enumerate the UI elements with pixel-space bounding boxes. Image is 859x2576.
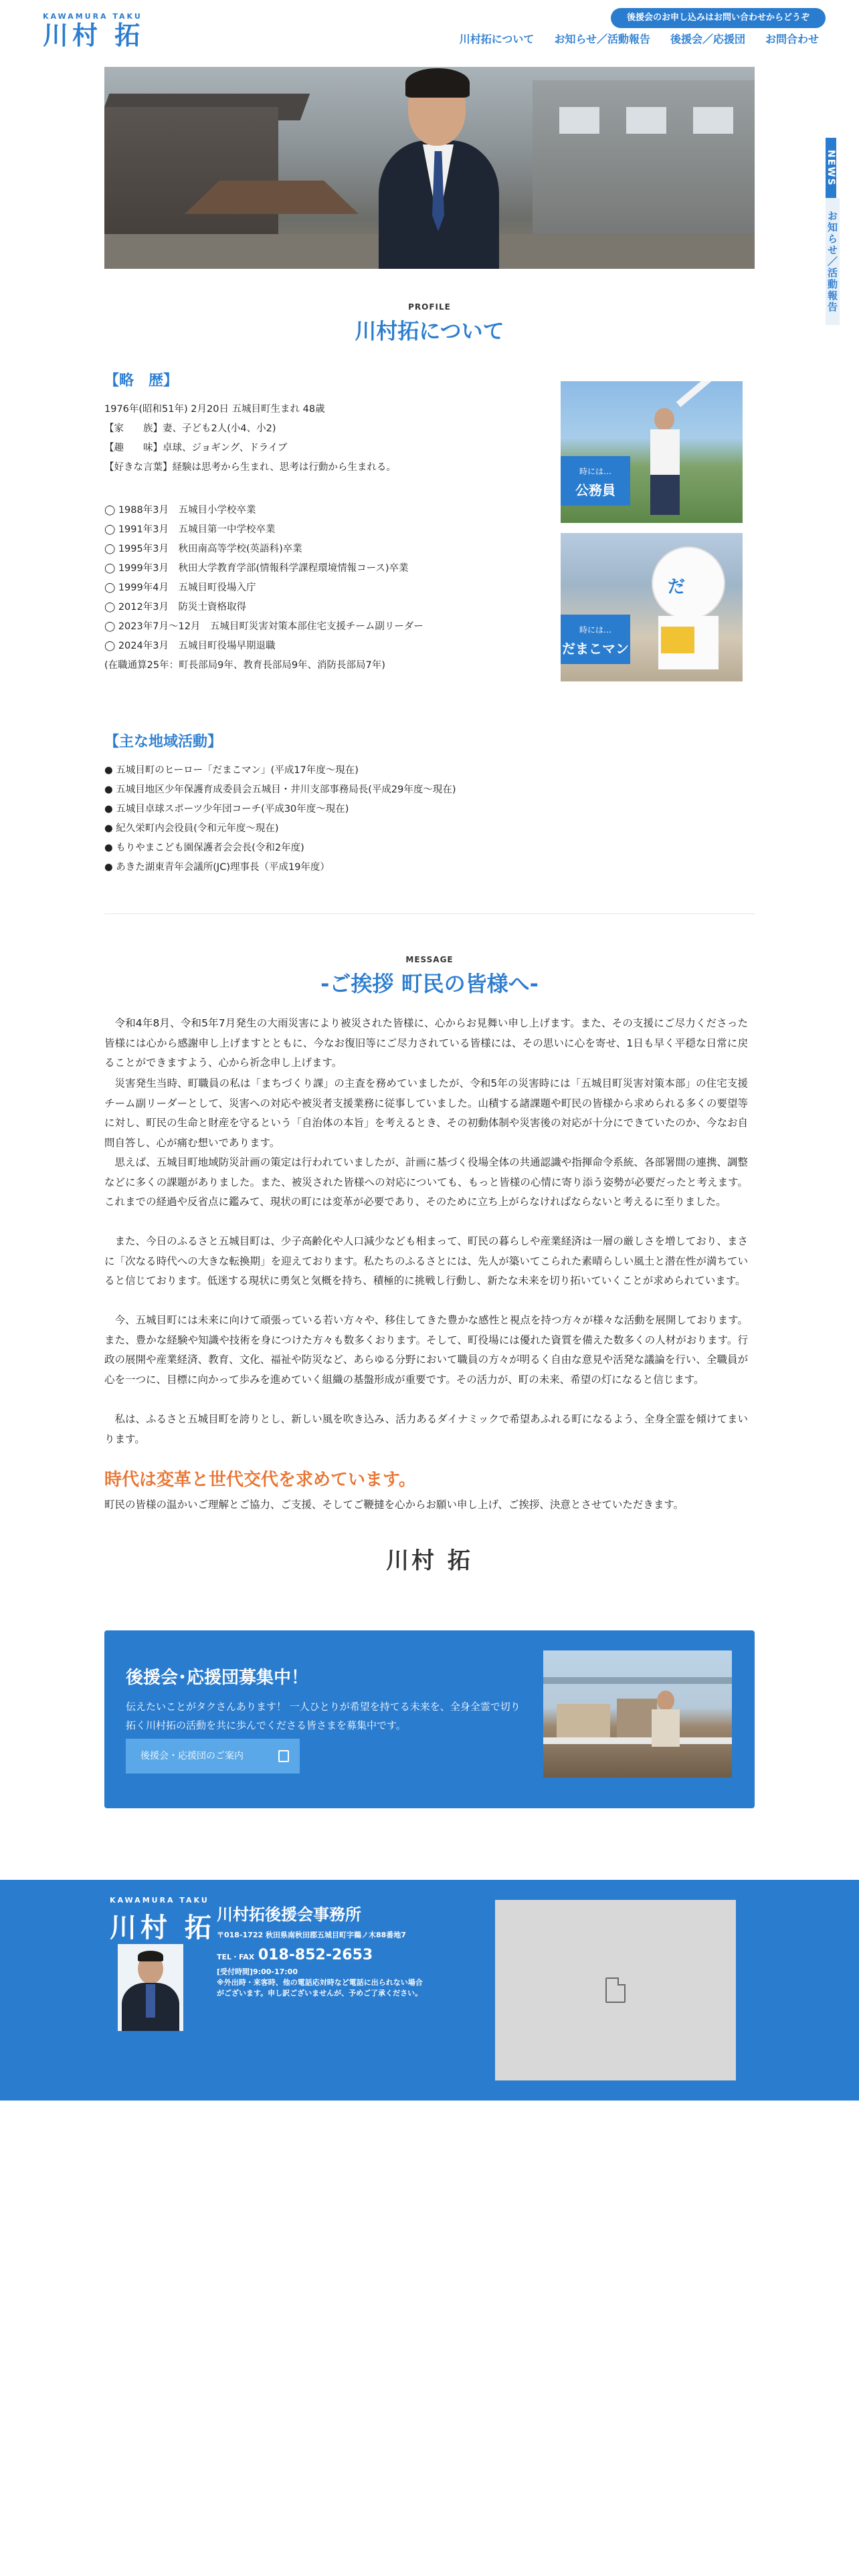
photo-tag (561, 615, 630, 664)
footer-tel-label: TEL・FAX (217, 1953, 255, 1961)
support-recruit-box (104, 1630, 755, 1808)
message-paragraph: 今、五城目町には未来に向けて頑張っている若い方々や、移住してきた豊かな感性と視点を持つ方々が様々な活動を展開しております。また、豊かな経験や知識や技術を身につけた方々も数多くおります。そして、町役場には優れた資質を備えた数多くの人材がおります。行政の展開や産業経済、教育、文化、福祉や防災など、あらゆる分野において職員の方々が明るく自由な意見や活発な議論を行い、全職員が心を一つに、目標に向かって歩みを進めていく組織の基盤形成が重要です。その活力が、町の未来、希望の灯になると信じます。 (104, 1314, 748, 1386)
support-guide-button[interactable] (126, 1739, 300, 1774)
message-accent: 時代は変革と世代交代を求めています。 (104, 1470, 416, 1490)
history-item: ◯ 2023年7月〜12月 五城目町災害対策本部住宅支援チーム副リーダー (104, 621, 423, 632)
activity-item: ● もりやまこども園保護者会会長(令和2年度) (104, 843, 304, 853)
activity-item: ● 五城目町のヒーロー「だまこマン」(平成17年度〜現在) (104, 765, 359, 776)
map-embed[interactable] (495, 1900, 736, 2080)
candidate-figure (379, 67, 499, 269)
message-paragraph: 災害発生当時、町職員の私は「まちづくり課」の主査を務めていましたが、令和5年の災害時には「五城目町災害対策本部」の住宅支援チーム副リーダーとして、災害への対応や被災者支援業務に従事していました。山積する諸課題や町民の皆様から求められる多くの要望等に対し、町民の生命と財産を守るという「自治体の本旨」を考えるとき、その初動体制や災害後の対応が十分にできていたのか、今なお自問自答し、心が痛む想いであります。 (104, 1077, 748, 1149)
message-paragraph: 私は、ふるさと五城目町を誇りとし、新しい風を吹き込み、活力あるダイナミックで希望あふれる町になるよう、全身全霊を傾けてまいります。 (104, 1413, 748, 1445)
copy-icon (278, 1750, 289, 1762)
site-header (0, 0, 859, 64)
footer-office-name: 川村拓後援会事務所 (217, 1905, 361, 1924)
message-closing: 町民の皆様の温かいご理解とご協力、ご支援、そしてご鞭撻を心からお願い申し上げ、ご挨拶、決意とさせていただきます。 (104, 1499, 684, 1511)
activity-item: ● 紀久栄町内会役員(令和元年度〜現在) (104, 823, 279, 834)
footer-portrait (118, 1944, 183, 2031)
history-item: ◯ 1999年3月 秋田大学教育学部(情報科学課程環境情報コース)卒業 (104, 563, 409, 574)
message-paragraph: また、今日のふるさと五城目町は、少子高齢化や人口減少なども相まって、町民の暮らしや産業経済は一層の厳しさを増しており、まさに「次なる時代への大きな転換期」を迎えております。私たちのふるさとには、先人が築いてこられた素晴らしい風土と潜在性が満ちていると信じております。低迷する現状に勇気と気概を持ち、積極的に挑戦し行動し、新たな未来を切り拓いていくことが求められています。 (104, 1235, 748, 1287)
message-paragraph: 思えば、五城目町地域防災計画の策定は行われていましたが、計画に基づく役場全体の共通認識や指揮命令系統、各部署間の連携、調整などに多くの課題がありました。また、被災された皆様への対応についても、もっと皆様の心情に寄り添う姿勢が必要だったと考えます。これまでの経過や反省点に鑑みて、現状の町には変革が必要であり、そのために立ち上がらなければならないと考えるに至りました。 (104, 1156, 748, 1208)
support-title: 後援会･応援団募集中！ (126, 1668, 309, 1688)
summary-line: 【家 族】妻、子ども2人(小4、小2) (104, 423, 276, 434)
photo-tag-big: だまこマン (562, 641, 629, 657)
news-side-tab[interactable] (826, 138, 859, 325)
footer-hours (217, 1967, 423, 1999)
footer-tel-number[interactable]: 018-852-2653 (258, 1947, 373, 1963)
summary-line: 【趣 味】卓球、ジョギング、ドライブ (104, 443, 288, 453)
footer-logo-kanji: 川村 拓 (110, 1913, 215, 1943)
message-title: -ご挨拶 町民の皆様へ- (320, 971, 539, 996)
contact-pill-button[interactable]: 後援会のお申し込みはお問い合わせからどうぞ (611, 8, 826, 28)
footer-hours-line: がございます。申し訳ございませんが、予めご了承ください。 (217, 1989, 423, 1998)
profile-photo-public-servant (561, 381, 743, 523)
nav-news[interactable]: お知らせ／活動報告 (554, 33, 650, 45)
hero-photo (104, 67, 755, 269)
logo-kanji: 川村 拓 (43, 21, 145, 50)
message-label: MESSAGE (405, 955, 454, 964)
footer-hours-line: ※外出時・来客時、他の電話応対時など電話に出られない場合 (217, 1978, 423, 1987)
footer-hours-line: [受付時間]9:00-17:00 (217, 1967, 298, 1976)
footer-logo-romaji: KAWAMURA TAKU (110, 1896, 209, 1905)
side-tab-news[interactable]: NEWS (826, 138, 836, 198)
support-text: 伝えたいことがタクさんあります！ 一人ひとりが希望を持てる未来を、全身全霊で切り拓く川村拓の活動を共に歩んでくださる皆さまを募集中です。 (126, 1701, 520, 1731)
photo-tag-small: 時には… (579, 625, 611, 635)
profile-photo-damakoman: だ 時には… だまこマン (561, 533, 743, 681)
summary-line: 1976年(昭和51年) 2月20日 五城目町生まれ 48歳 (104, 404, 325, 415)
history-item: ◯ 1988年3月 五城目小学校卒業 (104, 505, 256, 516)
nav-contact[interactable]: お問合わせ (765, 33, 819, 45)
support-guide-label: 後援会・応援団のご案内 (140, 1751, 244, 1761)
activity-heading: 【主な地域活動】 (104, 734, 223, 750)
file-icon (605, 1977, 626, 2003)
activity-item: ● 五城目卓球スポーツ少年団コーチ(平成30年度〜現在) (104, 804, 349, 815)
footer-tel[interactable] (217, 1947, 373, 1963)
global-nav (460, 31, 819, 46)
nav-about[interactable]: 川村拓について (459, 33, 535, 45)
history-item: ◯ 1991年3月 五城目第一中学校卒業 (104, 524, 276, 535)
support-photo (543, 1650, 732, 1778)
photo-tag-big: 公務員 (575, 482, 615, 498)
logo-romaji: KAWAMURA TAKU (43, 12, 142, 21)
profile-label: PROFILE (408, 302, 451, 312)
history-item: ◯ 2024年3月 五城目町役場早期退職 (104, 641, 276, 651)
summary-line: 【好きな言葉】経験は思考から生まれ、思考は行動から生まれる。 (104, 462, 396, 473)
activity-item: ● あきた湖東青年会議所(JC)理事長（平成19年度） (104, 862, 330, 873)
summary-heading: 【略 歴】 (104, 372, 179, 389)
site-logo[interactable] (43, 12, 144, 50)
history-item: ◯ 1995年3月 秋田南高等学校(英語科)卒業 (104, 544, 302, 554)
side-tab-label[interactable]: お知らせ／活動報告 (826, 198, 840, 325)
history-item: ◯ 2012年3月 防災士資格取得 (104, 602, 246, 613)
site-footer (0, 1880, 859, 2101)
activity-item: ● 五城目地区少年保護育成委員会五城目・井川支部事務局長(平成29年度〜現在) (104, 784, 456, 795)
message-signature: 川村 拓 (386, 1547, 473, 1574)
profile-title: 川村拓について (355, 318, 504, 344)
nav-support[interactable]: 後援会／応援団 (670, 33, 745, 45)
footer-address: 〒018-1722 秋田県南秋田郡五城目町字鵜ノ木88番地7 (217, 1931, 406, 1939)
history-item: ◯ 1999年4月 五城目町役場入庁 (104, 582, 256, 593)
message-paragraph: 令和4年8月、令和5年7月発生の大雨災害により被災された皆様に、心からお見舞い申し上げます。また、その支援にご尽力くださった皆様には心から感謝申し上げますとともに、今なお復旧等にご尽力されている皆様には、その思いに心を寄せ、1日も早く平穏な日常に戻ることができますよう、心から祈念申し上げます。 (104, 1017, 748, 1069)
history-note: (在職通算25年：町長部局9年、教育長部局9年、消防長部局7年) (104, 660, 385, 671)
photo-tag (561, 456, 630, 506)
photo-tag-small: 時には… (579, 467, 611, 476)
